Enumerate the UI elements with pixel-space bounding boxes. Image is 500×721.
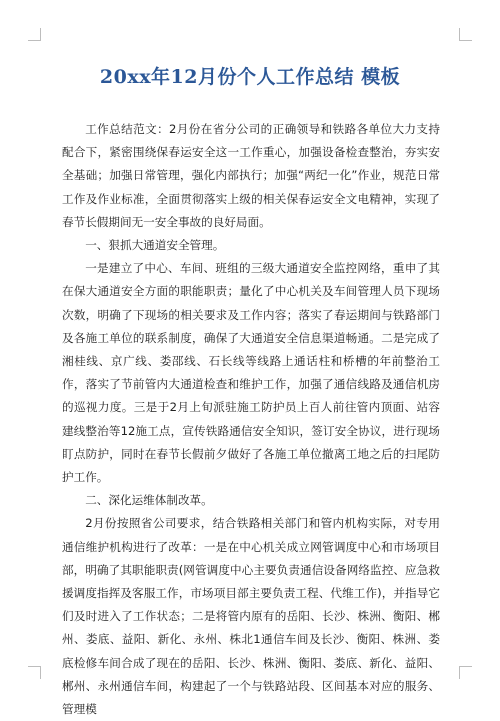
paragraph-section-2: 2月份按照省公司要求，结合铁路相关部门和管内机构实际，对专用通信维护机构进行了改革：一是在中心机关成立网管调度中心和市场项目部，明确了其职能职责(网管调度中心主要负责通信设备网络监控、应急救援调度指挥及客服工作，市场项目部主要负责工程、代维工作)，并指导它们及时进入了工作状态；二是将管内原有的岳阳、长沙、株洲、衡阳、郴州、娄底、益阳、新化、永州、株北1通信车间及长沙、衡阳、株洲、娄底检修车间合成了现在的岳阳、长沙、株洲、衡阳、娄底、新化、益阳、郴州、永州通信车间，构建起了一个与铁路站段、区间基本对应的服务、管理模 [62, 516, 440, 717]
paragraph-intro: 工作总结范文：2月份在省分公司的正确领导和铁路各单位大力支持配合下，紧密围绕保春运安全这一工作重心，加强设备检查整治，夯实安全基础；加强日常管理，强化内部执行；加强“两纪一化”作业，规范日常工作及作业标准，全面贯彻落实上级的相关保春运安全文电精神，实现了春节长假期间无一安全事故的良好局面。 [62, 122, 440, 229]
paragraph-section-1: 一是建立了中心、车间、班组的三级大通道安全监控网络，重申了其在保大通道安全方面的职能职责；量化了中心机关及车间管理人员下现场次数，明确了下现场的相关要求及工作内容；落实了春运期间与铁路部门及各施工单位的联系制度，确保了大通道安全信息渠道畅通。二是完成了湘桂线、京广线、娄邵线、石长线等线路上通话柱和桥槽的年前整治工作，落实了节前管内大通道检查和维护工作，加强了通信线路及通信机房的巡视力度。三是于2月上旬派驻施工防护员上百人前往管内顶面、站容建线整治等12施工点，宣传铁路通信安全知识，签订安全协议，进行现场盯点防护，同时在春节长假前夕做好了各施工单位撤离工地之后的扫尾防护工作。 [62, 261, 440, 485]
page-corner-mark-top-right [459, 28, 472, 41]
page-corner-mark-top-left [28, 28, 41, 41]
document-body [62, 118, 440, 721]
section-heading-2: 二、深化运维体制改革。 [85, 493, 213, 508]
document-title: 20xx年12月份个人工作总结 模板 [99, 66, 401, 88]
page-corner-mark-bottom-left [28, 666, 41, 679]
section-heading-1: 一、狠抓大通道安全管理。 [85, 238, 225, 253]
page-corner-mark-bottom-right [459, 666, 472, 679]
